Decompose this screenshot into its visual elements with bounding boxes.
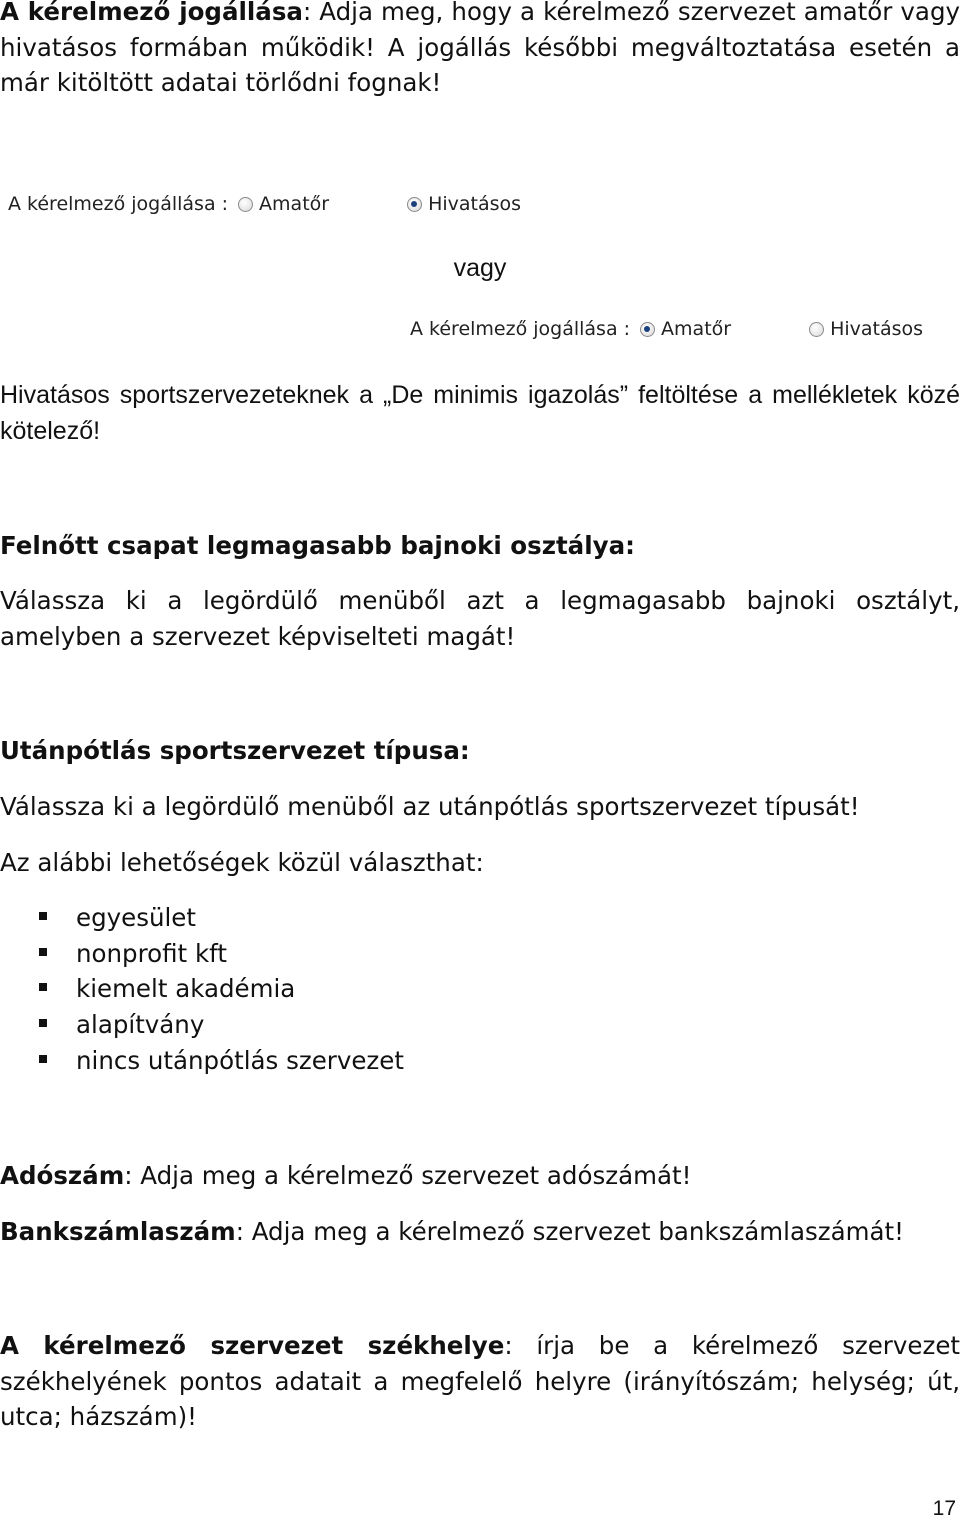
youth-section-heading [0,733,960,769]
youth-options-intro: Az alábbi lehetőségek közül választhat: [0,848,484,877]
radio-amator-label: Amatőr [661,318,732,340]
intro-text: : Adja meg, hogy a kérelmező szervezet amatőr vagy hivatásos formában működik! A jogállás későbbi megváltoztatása esetén a már kitöltött adatai törlődni fognak! [0,0,960,97]
bullet-square-icon [39,912,47,920]
youth-options-list [0,900,404,1079]
list-item [0,971,404,1007]
tax-number-term: Adószám [0,1161,125,1190]
bullet-square-icon [39,948,47,956]
tax-number-text: : Adja meg a kérelmező szervezet adószámát! [124,1161,692,1190]
headquarters-text: : írja be a kérelmező szervezet székhelyének pontos adatait a megfelelő helyre (irányítószám; helység; út, utca; házszám)! [0,1331,960,1431]
bullet-square-icon [39,1055,47,1063]
list-item [0,936,404,972]
list-item-text: alapítvány [76,1010,205,1040]
adult-heading-text: Felnőtt csapat legmagasabb bajnoki osztálya: [0,531,635,560]
status-label: A kérelmező jogállása : [410,318,631,340]
headquarters-paragraph [0,1328,960,1435]
list-item [0,1007,404,1043]
radio-amator-label: Amatőr [259,193,330,215]
status-radio-example-amator [410,318,923,340]
headquarters-term: A kérelmező szervezet székhelye [0,1331,505,1360]
de-minimis-note: Hivatásos sportszervezeteknek a „De minimis igazolás” feltöltése a mellékletek közé kötelező! [0,381,960,445]
bullet-square-icon [39,1019,47,1027]
youth-heading-text: Utánpótlás sportszervezet típusa: [0,736,470,765]
radio-hivatasos-label: Hivatásos [428,193,522,215]
radio-amator[interactable] [640,322,655,337]
radio-hivatasos[interactable] [809,322,824,337]
list-item-text: nincs utánpótlás szervezet [76,1045,404,1075]
list-item-text: egyesület [76,903,196,932]
bank-account-paragraph [0,1214,960,1250]
status-label: A kérelmező jogállása : [8,193,229,215]
bank-account-text: : Adja meg a kérelmező szervezet bankszámlaszámát! [235,1217,904,1246]
list-item-text: kiemelt akadémia [76,974,296,1004]
radio-hivatasos-label: Hivatásos [830,318,924,340]
youth-section-text: Válassza ki a legördülő menüből az utánpótlás sportszervezet típusát! [0,792,860,821]
radio-hivatasos[interactable] [407,197,422,212]
status-radio-example-hivatasos [8,193,521,215]
adult-section-heading [0,528,960,564]
bullet-square-icon [39,983,47,991]
intro-paragraph [0,0,960,101]
list-item [0,900,404,936]
tax-number-paragraph [0,1158,960,1194]
radio-amator[interactable] [238,197,253,212]
intro-term: A kérelmező jogállása [0,0,303,26]
list-item [0,1043,404,1079]
or-text: vagy [453,254,507,282]
adult-section-text: Válassza ki a legördülő menüből azt a legmagasabb bajnoki osztályt, amelyben a szervezet képviselteti magát! [0,586,960,651]
page-number: 17 [932,1497,956,1520]
list-item-text: nonprofit kft [76,938,227,968]
bank-account-term: Bankszámlaszám [0,1217,236,1246]
